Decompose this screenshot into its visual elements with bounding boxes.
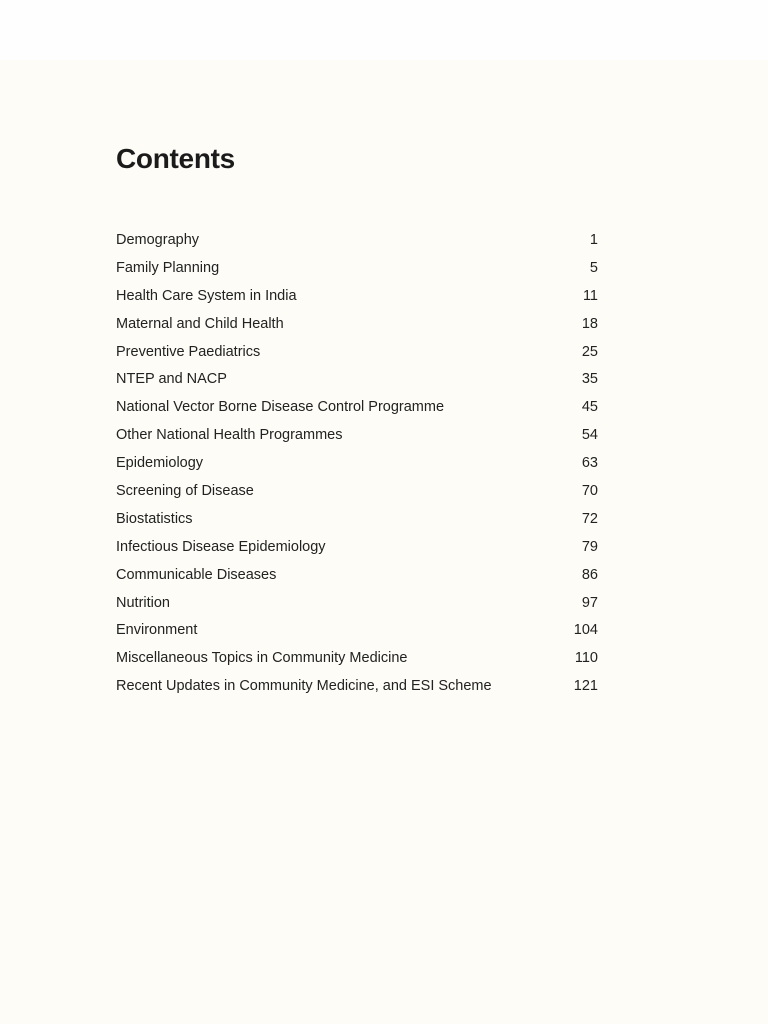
toc-entry[interactable]: [116, 226, 598, 254]
toc-entry-page: 54: [581, 427, 598, 444]
toc-entry-page: 110: [574, 650, 598, 667]
toc-entry[interactable]: [116, 365, 598, 393]
toc-entry-page: 63: [581, 455, 598, 472]
toc-entry-title: Maternal and Child Health: [116, 315, 284, 332]
toc-entry-title: Biostatistics: [116, 510, 193, 527]
table-of-contents: [116, 226, 598, 700]
toc-entry[interactable]: [116, 616, 598, 644]
toc-entry[interactable]: [116, 282, 598, 310]
toc-entry[interactable]: [116, 449, 598, 477]
toc-entry-page: 97: [581, 594, 598, 611]
toc-entry-page: 25: [581, 343, 598, 360]
toc-entry-title: Screening of Disease: [116, 482, 254, 499]
toc-entry-title: Nutrition: [116, 594, 170, 611]
toc-entry[interactable]: [116, 561, 598, 589]
toc-entry-title: Miscellaneous Topics in Community Medicine: [116, 650, 408, 667]
page-title: Contents: [116, 143, 235, 174]
toc-entry-page: 70: [581, 482, 598, 499]
toc-entry-title: Family Planning: [116, 259, 220, 276]
toc-entry[interactable]: [116, 393, 598, 421]
toc-entry-page: 18: [581, 315, 598, 332]
toc-entry-title: Recent Updates in Community Medicine, and ESI Scheme: [116, 678, 492, 695]
toc-entry[interactable]: [116, 533, 598, 561]
toc-entry-title: Communicable Diseases: [116, 566, 277, 583]
toc-entry-page: 72: [581, 510, 598, 527]
toc-entry-title: Environment: [116, 622, 198, 639]
toc-entry-title: National Vector Borne Disease Control Programme: [116, 399, 445, 416]
toc-entry-title: Epidemiology: [116, 455, 204, 472]
toc-entry[interactable]: [116, 672, 598, 700]
toc-entry-page: 11: [582, 287, 598, 304]
toc-entry-page: 45: [581, 399, 598, 416]
toc-entry-title: Other National Health Programmes: [116, 427, 343, 444]
toc-entry-title: Infectious Disease Epidemiology: [116, 538, 326, 555]
top-margin: [0, 0, 768, 60]
toc-entry[interactable]: [116, 589, 598, 617]
toc-entry[interactable]: [116, 310, 598, 338]
toc-entry-title: Preventive Paediatrics: [116, 343, 261, 360]
toc-entry-page: 121: [573, 678, 598, 695]
toc-entry-page: 86: [581, 566, 598, 583]
toc-entry-page: 79: [581, 538, 598, 555]
toc-entry-title: NTEP and NACP: [116, 371, 227, 388]
toc-entry-title: Demography: [116, 231, 200, 248]
toc-entry-title: Health Care System in India: [116, 287, 297, 304]
toc-entry-page: 1: [589, 231, 598, 248]
toc-entry[interactable]: [116, 338, 598, 366]
toc-entry[interactable]: [116, 421, 598, 449]
toc-entry[interactable]: [116, 254, 598, 282]
toc-entry[interactable]: [116, 505, 598, 533]
toc-entry-page: 104: [573, 622, 598, 639]
contents-page: [0, 60, 768, 1024]
toc-entry[interactable]: [116, 644, 598, 672]
toc-entry[interactable]: [116, 477, 598, 505]
toc-entry-page: 35: [581, 371, 598, 388]
toc-entry-page: 5: [589, 259, 598, 276]
